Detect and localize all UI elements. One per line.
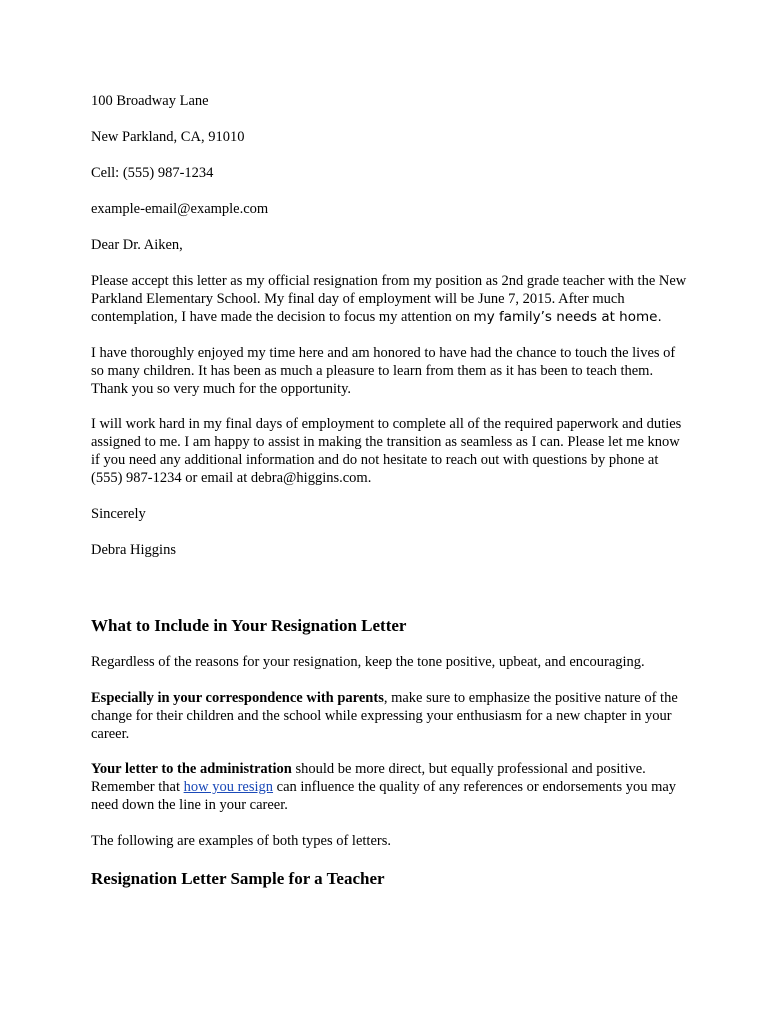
- guide-admin-text: should be more direct, but equally professional and positive. Remember that: [91, 761, 646, 795]
- guide-examples-note: The following are examples of both types of letters.: [91, 833, 391, 849]
- guide-intro: Regardless of the reasons for your resignation, keep the tone positive, upbeat, and encouraging.: [91, 654, 645, 670]
- guide-admin-text-end: can influence the quality of any references or endorsements you may need down the line in your career.: [91, 779, 677, 813]
- guide-parents-text: , make sure to emphasize the positive nature of the change for their children and the school while expressing your enthusiasm for a new chapter in your career.: [91, 690, 678, 742]
- guide-admin-paragraph: [91, 760, 689, 814]
- letter-paragraph-1: [91, 272, 689, 326]
- letter-paragraph-3: I will work hard in my final days of employment to complete all of the required paperwork and duties assigned to me. I am happy to assist in making the transition as seamless as I can. Please let me know if you need any additional information and do not hesitate to reach out with questions by phone at (555) 987-1234 or email at debra@higgins.com.: [91, 416, 682, 486]
- guide-parents-paragraph: [91, 689, 689, 743]
- letter-paragraph-2: I have thoroughly enjoyed my time here and am honored to have had the chance to touch the lives of so many children. It has been as much a pleasure to learn from them as it has been to teach them. Thank you so very much for the opportunity.: [91, 345, 676, 397]
- letter-paragraph-1-tail: my family’s needs at home.: [473, 309, 662, 325]
- sender-cell: Cell: (555) 987-1234: [91, 165, 214, 181]
- section-heading-what-to-include: What to Include in Your Resignation Letter: [91, 616, 407, 635]
- guide-admin-bold: Your letter to the administration: [91, 761, 292, 777]
- closing: Sincerely: [91, 506, 146, 522]
- letter-paragraph-1-text: Please accept this letter as my official resignation from my position as 2nd grade teacher with the New Parkland Elementary School. My final day of employment will be June 7, 2015. After much contemplation, I have made the decision to focus my attention on: [91, 273, 687, 325]
- how-you-resign-link[interactable]: how you resign: [183, 779, 274, 795]
- sender-email: example-email@example.com: [91, 201, 269, 217]
- signature-name: Debra Higgins: [91, 542, 176, 558]
- guide-parents-bold: Especially in your correspondence with parents: [91, 690, 384, 706]
- sender-address-line1: 100 Broadway Lane: [91, 93, 209, 109]
- sender-address-line2: New Parkland, CA, 91010: [91, 129, 245, 145]
- section-heading-sample-teacher: Resignation Letter Sample for a Teacher: [91, 869, 385, 888]
- salutation: Dear Dr. Aiken,: [91, 237, 183, 253]
